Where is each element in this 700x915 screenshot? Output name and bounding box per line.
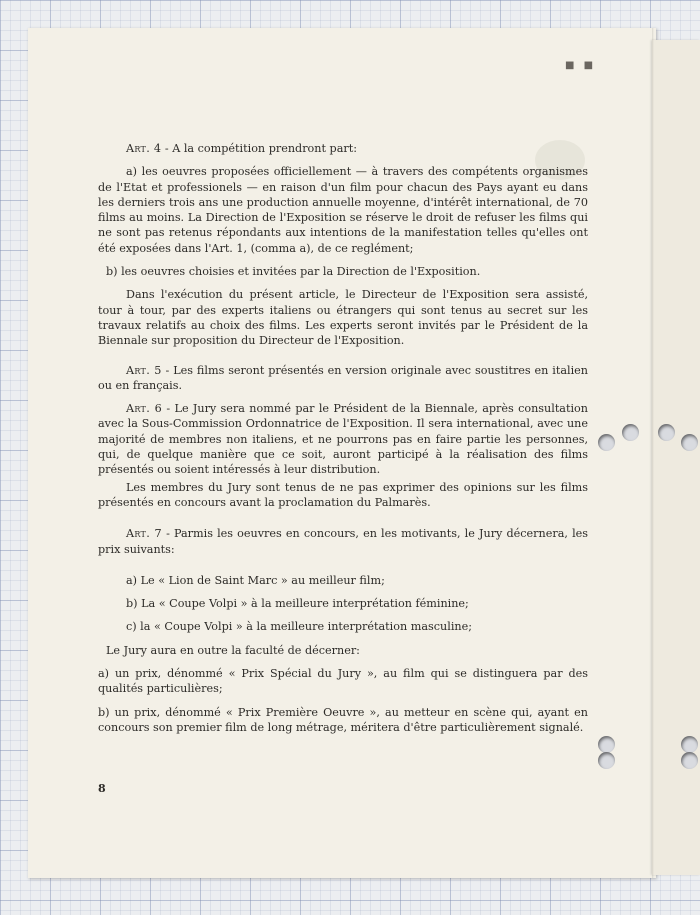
art7-prize-c: c) la « Coupe Volpi » à la meilleure interprétation masculine;: [126, 620, 472, 634]
punch-hole: [681, 434, 698, 451]
art7-faculty: Le Jury aura en outre la faculté de décerner:: [106, 643, 360, 657]
art6-members-paragraph: Les membres du Jury sont tenus de ne pas exprimer des opinions sur les films présentés en concours avant la proclamation du Palmarès.: [98, 480, 588, 509]
article-label: Art. 5: [126, 363, 162, 377]
article-label: Art. 7: [126, 527, 162, 541]
punch-hole: [598, 736, 615, 753]
punch-hole: [681, 736, 698, 753]
art5-paragraph: Art. 5 - Les films seront présentés en version originale avec soustitres en italien ou en français.: [98, 363, 588, 392]
art7-paragraph: Art. 7 - Parmis les oeuvres en concours, en les motivants, le Jury décernera, les prix suivants:: [98, 527, 589, 556]
art7-prize-a: a) Le « Lion de Saint Marc » au meilleur film;: [126, 573, 385, 587]
article-label: Art. 4: [126, 142, 162, 155]
punch-hole: [598, 752, 615, 769]
punch-hole: [598, 434, 615, 451]
document-body: [98, 141, 588, 743]
page-number: 8: [98, 782, 106, 795]
art6-paragraph: Art. 6 - Le Jury sera nommé par le Président de la Biennale, après consultation avec la Sous-Commission Ordonnatrice de l'Exposition. Il sera international, avec une majorité de membres non italiens, et ne pourrons pas en faire partie les personnes, qui, de quelque manière que ce soit, auront participé à la réalisation des films présentés ou soient intéressés à leur distribution.: [98, 402, 588, 477]
art4-intro: Art. 4 - A la compétition prendront part:: [126, 142, 357, 155]
corner-mark: ■ ■: [565, 60, 597, 71]
art4-item-b: b) les oeuvres choisies et invitées par la Direction de l'Exposition.: [106, 265, 481, 279]
art7-first-work-prize: b) un prix, dénommé « Prix Première Oeuvre », au metteur en scène qui, ayant en concours son premier film de long métrage, méritera d'être particulièrement signalé.: [98, 705, 588, 734]
punch-hole: [622, 424, 639, 441]
punch-hole: [681, 752, 698, 769]
art4-experts-paragraph: Dans l'exécution du présent article, le Directeur de l'Exposition sera assisté, tour à tour, par des experts italiens ou étrangers qui sont tenus au secret sur les travaux relatifs au choix des films. Les experts seront invités par le Président de la Biennale sur proposition du Directeur de l'Exposition.: [98, 288, 588, 348]
art4-item-a: a) les oeuvres proposées officiellement — à travers des compétents organismes de l'Etat et professionels — en raison d'un film pour chacun des Pays ayant eu dans les derniers trois ans une production annuelle moyenne, d'intérêt international, de 70 films au moins. La Direction de l'Exposition se réserve le droit de refuser les films qui ne sont pas retenus répondants aux intentions de la manifestation telles qu'elles ont été exposées dans l'Art. 1, (comma a), de ce reglément;: [98, 165, 588, 255]
art7-prize-b: b) La « Coupe Volpi » à la meilleure interprétation féminine;: [126, 597, 469, 611]
punch-hole: [658, 424, 675, 441]
art7-special-prize: a) un prix, dénommé « Prix Spécial du Jury », au film qui se distinguera par des qualités particulières;: [98, 667, 588, 696]
article-label: Art. 6: [126, 402, 163, 416]
page-fold-shadow: [652, 28, 654, 878]
